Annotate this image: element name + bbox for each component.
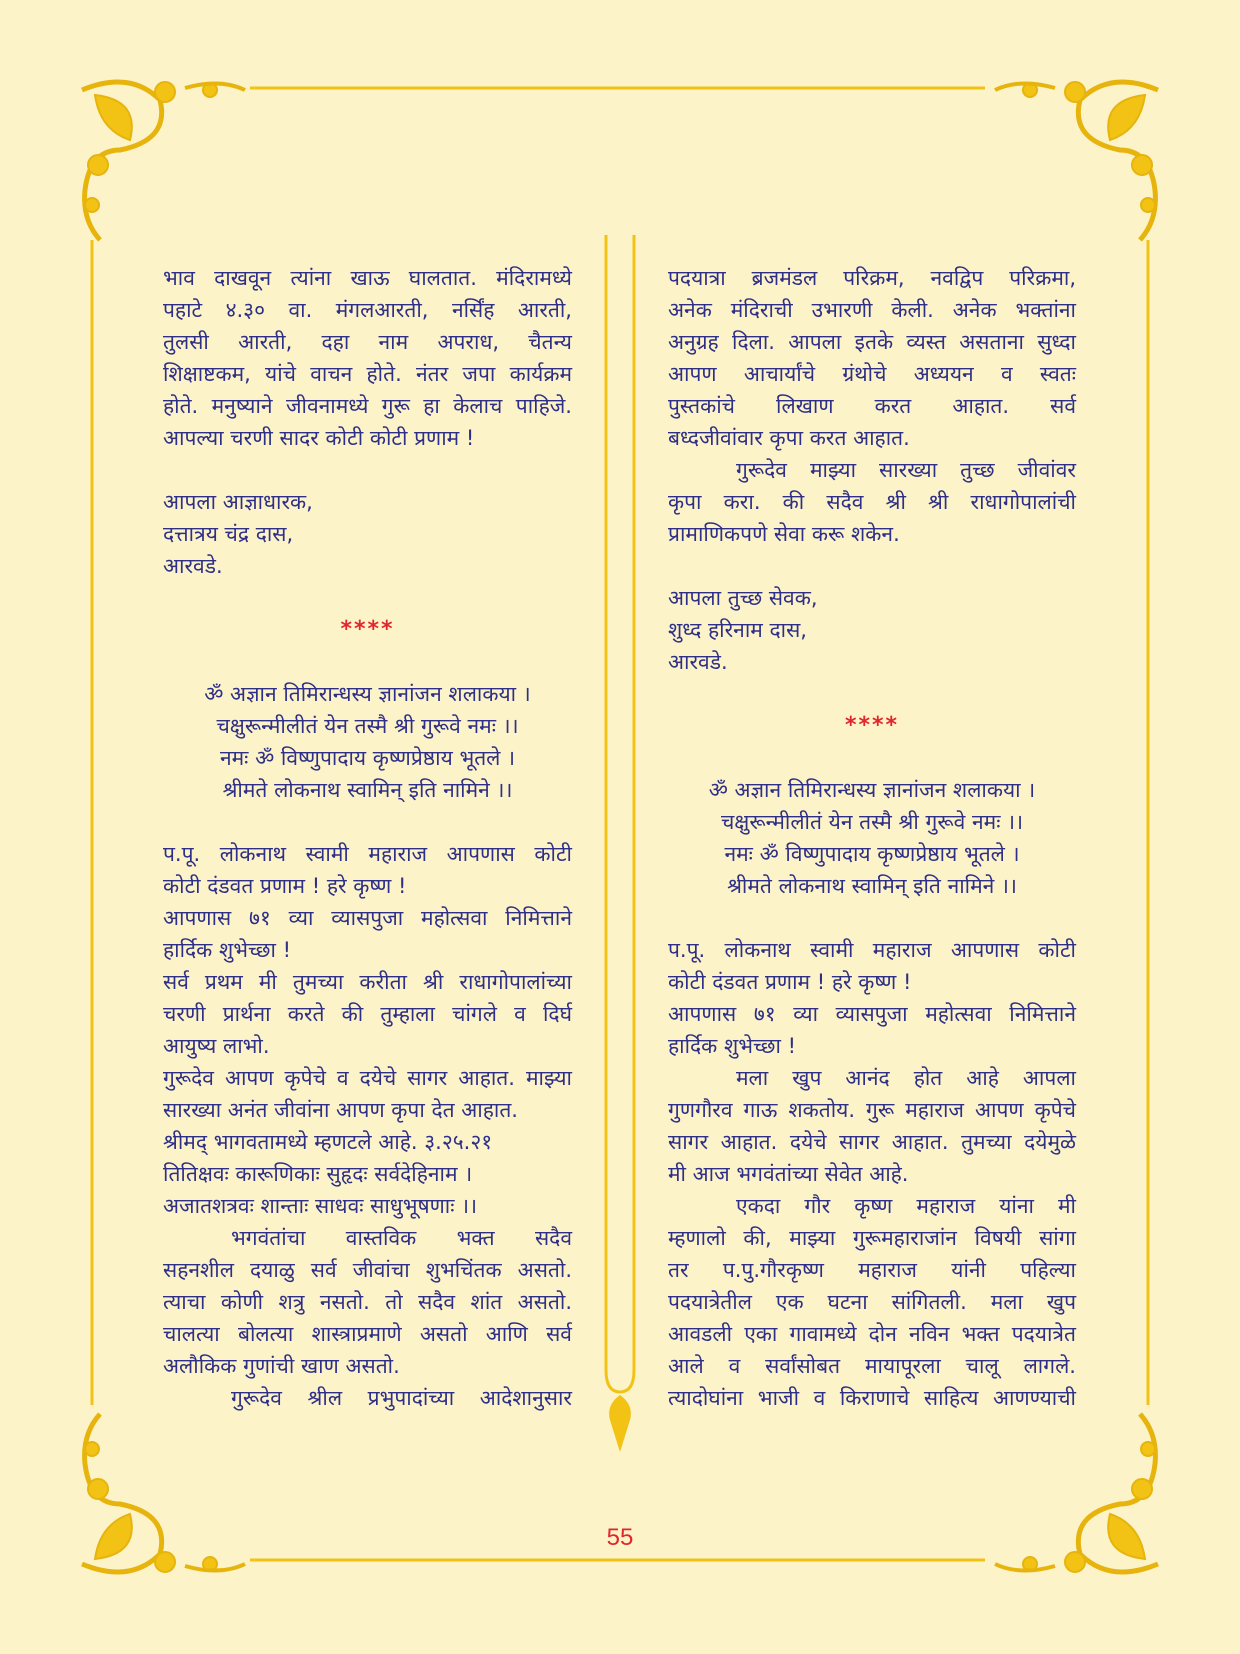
text-line: कोटी दंडवत प्रणाम ! हरे कृष्ण ! <box>668 970 912 994</box>
corner-ornament-top-right <box>995 82 1158 240</box>
text-line: तुलसी आरती, दहा नाम अपराध, चैतन्य <box>163 330 572 354</box>
text-line: मी आज भगवंतांच्या सेवेत आहे. <box>668 1162 909 1186</box>
left-text-column <box>163 262 572 1414</box>
text-line: कोटी दंडवत प्रणाम ! हरे कृष्ण ! <box>163 874 407 898</box>
blank-line <box>163 454 572 486</box>
text-line: पुस्तकांचे लिखाण करत आहात. सर्व <box>668 394 1076 418</box>
blank-line <box>668 902 1076 934</box>
text-line: तर प.पु.गौरकृष्ण महाराज यांनी पहिल्या <box>668 1258 1076 1282</box>
text-line: आपल्या चरणी सादर कोटी कोटी प्रणाम ! <box>163 426 475 450</box>
text-line: पदयात्रा ब्रजमंडल परिक्रम, नवद्विप परिक्रमा, <box>668 266 1076 290</box>
text-line: अनुग्रह दिला. आपला इतके व्यस्त असताना सुध्दा <box>668 330 1076 354</box>
blank-line <box>163 582 572 614</box>
text-line: अजातशत्रवः शान्ताः साधवः साधुभूषणाः ।। <box>163 1194 478 1218</box>
text-line: सारख्या अनंत जीवांना आपण कृपा देत आहात. <box>163 1098 518 1122</box>
text-line: आपणास ७१ व्या व्यासपुजा महोत्सवा निमित्ताने <box>163 906 572 930</box>
text-line: अनेक मंदिराची उभारणी केली. अनेक भक्तांना <box>668 298 1076 322</box>
blank-line <box>668 742 1076 774</box>
text-line: आपला आज्ञाधारक, <box>163 490 313 514</box>
text-line: गुरूदेव माझ्या सारख्या तुच्छ जीवांवर <box>736 458 1076 482</box>
text-line: हार्दिक शुभेच्छा ! <box>163 938 292 962</box>
text-line: आपणास ७१ व्या व्यासपुजा महोत्सवा निमित्ताने <box>668 1002 1076 1026</box>
section-separator-stars: **** <box>844 713 900 738</box>
text-line: भाव दाखवून त्यांना खाऊ घालतात. मंदिरामध्ये <box>163 266 572 290</box>
text-line: चरणी प्रार्थना करते की तुम्हाला चांगले व दिर्घ <box>163 1002 572 1026</box>
text-line: प.पू. लोकनाथ स्वामी महाराज आपणास कोटी <box>163 842 572 866</box>
text-line: बध्दजीवांवार कृपा करत आहात. <box>668 426 910 450</box>
verse-line: श्रीमते लोकनाथ स्वामिन् इति नामिने ।। <box>222 778 513 802</box>
text-line: आपला तुच्छ सेवक, <box>668 586 818 610</box>
text-line: त्याचा कोणी शत्रु नसतो. तो सदैव शांत असतो. <box>163 1290 572 1314</box>
divider-drop-ornament <box>609 1395 631 1452</box>
text-line: पदयात्रेतील एक घटना सांगितली. मला खुप <box>668 1290 1076 1314</box>
text-line: म्हणालो की, माझ्या गुरूमहाराजांन विषयी सांगा <box>668 1226 1076 1250</box>
corner-ornament-top-left <box>82 82 245 240</box>
blank-line <box>163 646 572 678</box>
blank-line <box>668 550 1076 582</box>
right-text-column <box>668 262 1076 1414</box>
text-line: आले व सर्वांसोबत मायापूरला चालू लागले. <box>668 1354 1076 1378</box>
text-line: अलौकिक गुणांची खाण असतो. <box>163 1354 400 1378</box>
text-line: शिक्षाष्टकम, यांचे वाचन होते. नंतर जपा कार्यक्रम <box>163 362 572 386</box>
text-line: आरवडे. <box>668 650 728 674</box>
verse-line: चक्षुरून्मीलीतं येन तस्मै श्री गुरूवे नमः ।। <box>720 810 1024 834</box>
text-line: हार्दिक शुभेच्छा ! <box>668 1034 797 1058</box>
text-line: कृपा करा. की सदैव श्री श्री राधागोपालांची <box>668 490 1076 514</box>
text-line: प.पू. लोकनाथ स्वामी महाराज आपणास कोटी <box>668 938 1076 962</box>
text-line: आयुष्य लाभो. <box>163 1034 270 1058</box>
text-line: गुणगौरव गाऊ शकतोय. गुरू महाराज आपण कृपेचे <box>668 1098 1076 1122</box>
text-line: होते. मनुष्याने जीवनामध्ये गुरू हा केलाच पाहिजे. <box>163 394 572 418</box>
verse-line: श्रीमते लोकनाथ स्वामिन् इति नामिने ।। <box>727 874 1017 898</box>
verse-line: ॐ अज्ञान तिमिरान्धस्य ज्ञानांजन शलाकया । <box>204 682 531 706</box>
text-line: सहनशील दयाळु सर्व जीवांचा शुभचिंतक असतो. <box>163 1258 572 1282</box>
text-line: श्रीमद् भागवतामध्ये म्हणटले आहे. ३.२५.२१ <box>163 1130 493 1154</box>
blank-line <box>163 806 572 838</box>
verse-line: नमः ॐ विष्णुपादाय कृष्णप्रेष्ठाय भूतले । <box>724 842 1020 866</box>
text-line: त्यादोघांना भाजी व किराणाचे साहित्य आणण्याची <box>668 1386 1076 1410</box>
text-line: आवडली एका गावामध्ये दोन नविन भक्त पदयात्रेत <box>668 1322 1076 1346</box>
section-separator-stars: **** <box>340 617 395 642</box>
text-line: सागर आहात. दयेचे सागर आहात. तुमच्या दयेमुळे <box>668 1130 1076 1154</box>
text-line: गुरूदेव श्रील प्रभुपादांच्या आदेशानुसार <box>231 1386 572 1410</box>
verse-line: चक्षुरून्मीलीतं येन तस्मै श्री गुरूवे नमः ।। <box>216 714 519 738</box>
text-line: आपण आचार्यांचे ग्रंथोचे अध्ययन व स्वतः <box>668 362 1076 386</box>
page-number: 55 <box>606 1524 634 1551</box>
blank-line <box>668 678 1076 710</box>
text-line: सर्व प्रथम मी तुमच्या करीता श्री राधागोपालांच्या <box>163 970 572 994</box>
text-line: चालत्या बोलत्या शास्त्राप्रमाणे असतो आणि सर्व <box>163 1322 572 1346</box>
text-line: तितिक्षवः कारूणिकाः सुहृदः सर्वदेहिनाम । <box>163 1162 473 1186</box>
text-line: दत्तात्रय चंद्र दास, <box>163 522 294 546</box>
text-line: मला खुप आनंद होत आहे आपला <box>736 1066 1076 1090</box>
text-line: पहाटे ४.३० वा. मंगलआरती, नर्सिंह आरती, <box>163 298 572 322</box>
text-line: गुरूदेव आपण कृपेचे व दयेचे सागर आहात. माझ्या <box>163 1066 572 1090</box>
verse-line: ॐ अज्ञान तिमिरान्धस्य ज्ञानांजन शलाकया । <box>708 778 1036 802</box>
text-line: आरवडे. <box>163 554 223 578</box>
text-line: एकदा गौर कृष्ण महाराज यांना मी <box>736 1194 1076 1218</box>
verse-line: नमः ॐ विष्णुपादाय कृष्णप्रेष्ठाय भूतले । <box>219 746 516 770</box>
text-line: प्रामाणिकपणे सेवा करू शकेन. <box>668 522 900 546</box>
text-line: शुध्द हरिनाम दास, <box>668 618 807 642</box>
text-line: भगवंतांचा वास्तविक भक्त सदैव <box>231 1226 572 1250</box>
